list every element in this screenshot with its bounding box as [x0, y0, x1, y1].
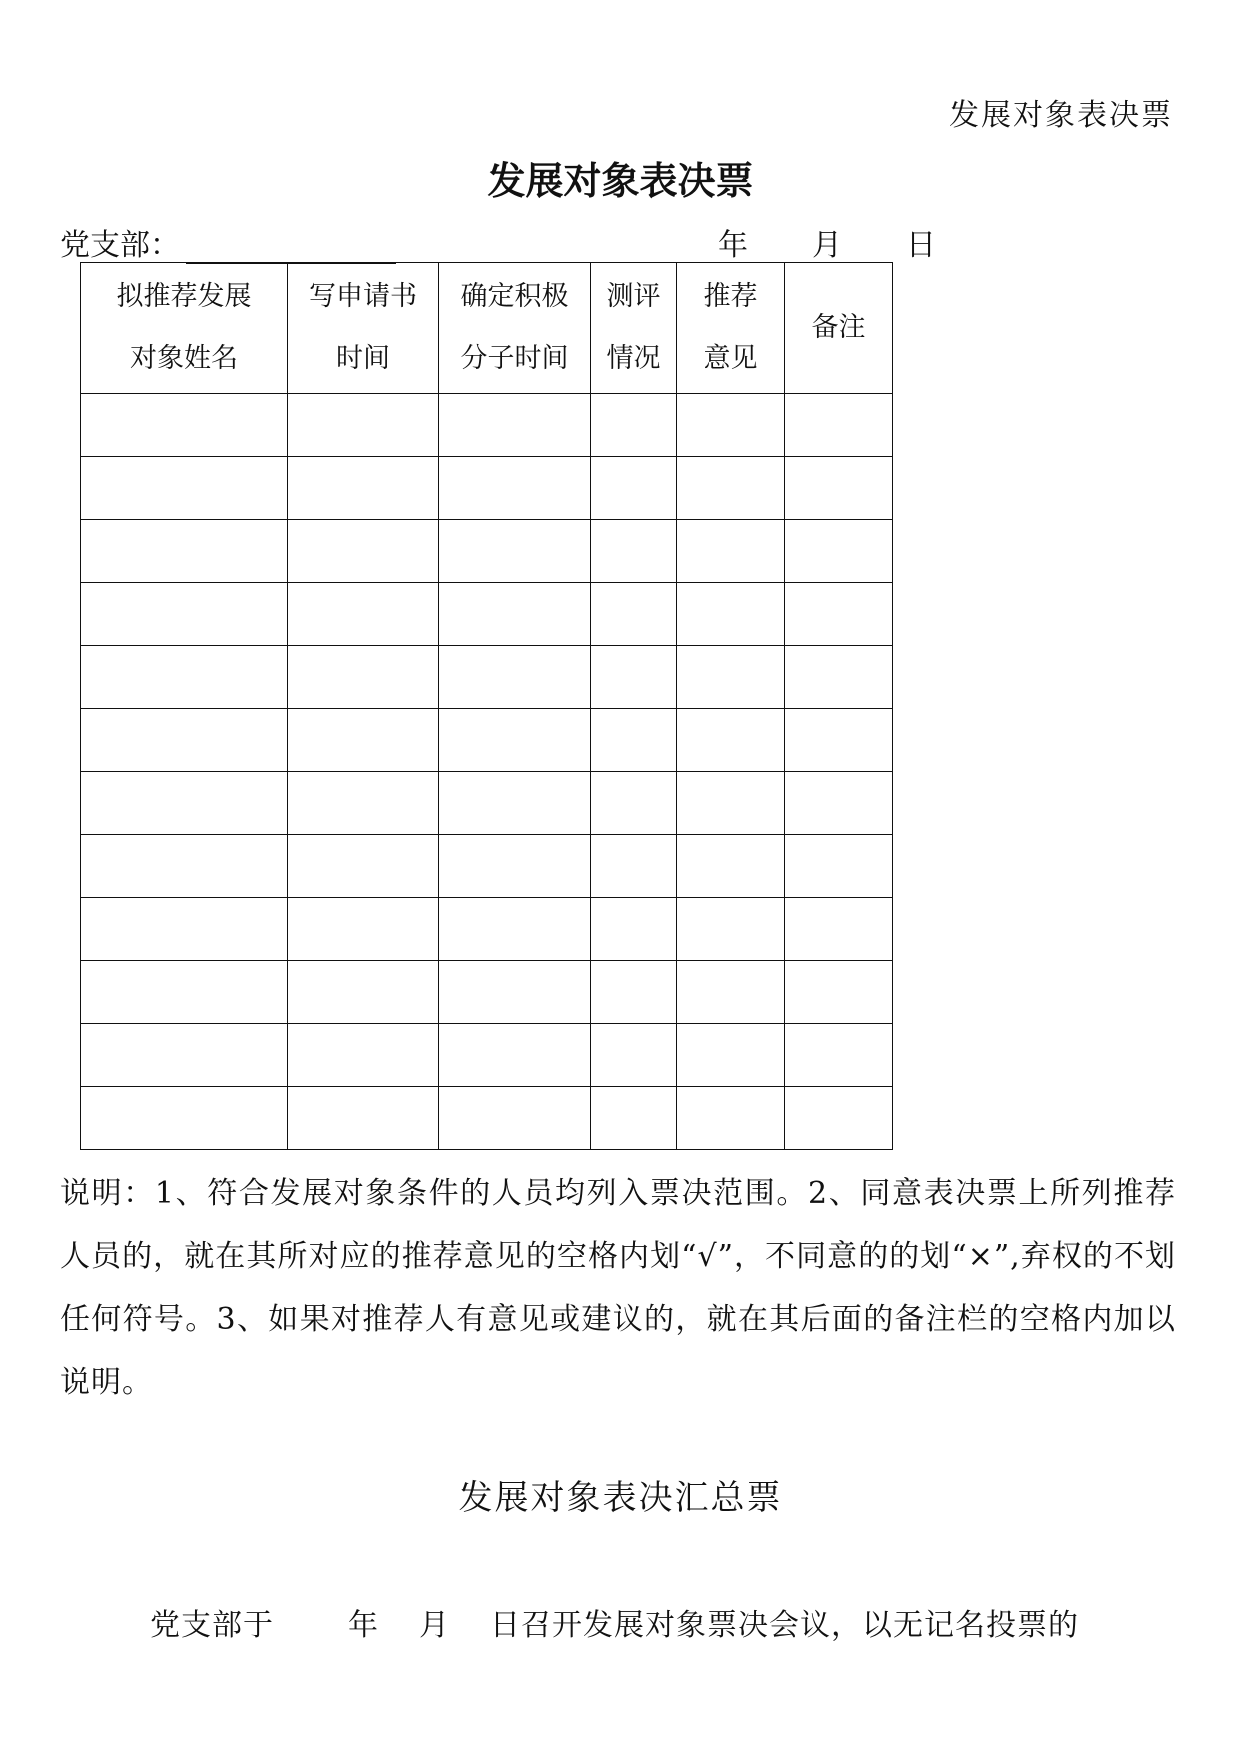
table-cell[interactable] — [677, 961, 785, 1024]
summary-title: 发展对象表决汇总票 — [458, 1478, 783, 1518]
table-cell[interactable] — [785, 394, 893, 457]
month-label: 月 — [812, 228, 842, 263]
header-application-time: 写申请书 时间 — [288, 263, 439, 394]
table-cell[interactable] — [439, 1024, 591, 1087]
table-cell[interactable] — [439, 835, 591, 898]
table-cell[interactable] — [439, 646, 591, 709]
table-cell[interactable] — [288, 520, 439, 583]
table-cell[interactable] — [81, 1087, 288, 1150]
table-cell[interactable] — [81, 394, 288, 457]
table-cell[interactable] — [677, 646, 785, 709]
table-cell[interactable] — [439, 961, 591, 1024]
date-field — [718, 220, 936, 264]
table-cell[interactable] — [439, 457, 591, 520]
vote-table — [80, 262, 893, 1150]
branch-blank-line[interactable] — [186, 234, 396, 264]
table-cell[interactable] — [677, 1024, 785, 1087]
table-cell[interactable] — [591, 709, 677, 772]
table-row — [81, 961, 893, 1024]
table-row — [81, 772, 893, 835]
table-cell[interactable] — [591, 520, 677, 583]
summary-intro-line — [150, 1600, 1176, 1644]
table-cell[interactable] — [591, 1024, 677, 1087]
table-cell[interactable] — [785, 898, 893, 961]
table-cell[interactable] — [288, 394, 439, 457]
table-cell[interactable] — [288, 457, 439, 520]
table-row — [81, 1087, 893, 1150]
table-cell[interactable] — [591, 835, 677, 898]
table-cell[interactable] — [439, 772, 591, 835]
table-cell[interactable] — [677, 898, 785, 961]
table-cell[interactable] — [288, 961, 439, 1024]
table-cell[interactable] — [439, 898, 591, 961]
summary-part2: 日召开发展对象票决会议，以无记名投票的 — [490, 1608, 1079, 1643]
table-cell[interactable] — [785, 835, 893, 898]
table-cell[interactable] — [439, 583, 591, 646]
table-cell[interactable] — [81, 835, 288, 898]
table-cell[interactable] — [785, 772, 893, 835]
table-cell[interactable] — [81, 709, 288, 772]
year-label: 年 — [718, 228, 748, 263]
table-cell[interactable] — [591, 898, 677, 961]
table-cell[interactable] — [591, 583, 677, 646]
table-cell[interactable] — [81, 457, 288, 520]
table-cell[interactable] — [591, 457, 677, 520]
table-cell[interactable] — [288, 898, 439, 961]
table-cell[interactable] — [677, 394, 785, 457]
table-header-row — [81, 263, 893, 394]
table-cell[interactable] — [81, 772, 288, 835]
header-activist-time: 确定积极 分子时间 — [439, 263, 591, 394]
table-cell[interactable] — [288, 1087, 439, 1150]
header-candidate-name: 拟推荐发展 对象姓名 — [81, 263, 288, 394]
table-cell[interactable] — [785, 646, 893, 709]
page-title: 发展对象表决票 — [487, 158, 754, 203]
summary-month: 月 — [419, 1608, 450, 1643]
table-cell[interactable] — [785, 709, 893, 772]
table-row — [81, 1024, 893, 1087]
table-cell[interactable] — [439, 520, 591, 583]
table-cell[interactable] — [677, 709, 785, 772]
instructions-note: 说明：1、符合发展对象条件的人员均列入票决范围。2、同意表决票上所列推荐人员的，就在其所对应的推荐意见的空格内划“√”，不同意的的划“×”,弃权的不划任何符号。3、如果对推荐人有意见或建议的，就在其后面的备注栏的空格内加以说明。 — [60, 1176, 1176, 1400]
branch-field — [60, 220, 396, 264]
summary-part1: 党支部于 — [150, 1608, 274, 1643]
table-cell[interactable] — [591, 961, 677, 1024]
table-cell[interactable] — [785, 1024, 893, 1087]
table-cell[interactable] — [81, 1024, 288, 1087]
table-cell[interactable] — [288, 583, 439, 646]
table-cell[interactable] — [677, 583, 785, 646]
table-cell[interactable] — [288, 835, 439, 898]
table-cell[interactable] — [677, 772, 785, 835]
table-row — [81, 709, 893, 772]
table-cell[interactable] — [591, 1087, 677, 1150]
table-cell[interactable] — [288, 1024, 439, 1087]
table-cell[interactable] — [677, 1087, 785, 1150]
table-cell[interactable] — [785, 1087, 893, 1150]
table-cell[interactable] — [677, 835, 785, 898]
table-cell[interactable] — [439, 394, 591, 457]
table-row — [81, 898, 893, 961]
day-label: 日 — [906, 228, 936, 263]
table-cell[interactable] — [591, 646, 677, 709]
header-doc-label: 发展对象表决票 — [949, 98, 1173, 133]
table-cell[interactable] — [288, 772, 439, 835]
summary-year: 年 — [348, 1608, 379, 1643]
table-cell[interactable] — [591, 394, 677, 457]
table-row — [81, 583, 893, 646]
table-cell[interactable] — [81, 646, 288, 709]
table-cell[interactable] — [439, 709, 591, 772]
table-cell[interactable] — [439, 1087, 591, 1150]
table-row — [81, 646, 893, 709]
table-cell[interactable] — [288, 709, 439, 772]
table-cell[interactable] — [81, 583, 288, 646]
header-evaluation: 测评 情况 — [591, 263, 677, 394]
branch-label: 党支部： — [60, 228, 180, 263]
table-row — [81, 457, 893, 520]
table-row — [81, 835, 893, 898]
table-cell[interactable] — [785, 457, 893, 520]
table-cell[interactable] — [677, 520, 785, 583]
table-cell[interactable] — [677, 457, 785, 520]
table-cell[interactable] — [288, 646, 439, 709]
table-cell[interactable] — [785, 520, 893, 583]
header-recommendation: 推荐 意见 — [677, 263, 785, 394]
table-cell[interactable] — [785, 583, 893, 646]
table-row — [81, 394, 893, 457]
table-cell[interactable] — [591, 772, 677, 835]
table-row — [81, 520, 893, 583]
table-cell[interactable] — [81, 898, 288, 961]
table-cell[interactable] — [81, 961, 288, 1024]
header-remarks: 备注 — [785, 263, 893, 394]
table-cell[interactable] — [785, 961, 893, 1024]
table-cell[interactable] — [81, 520, 288, 583]
